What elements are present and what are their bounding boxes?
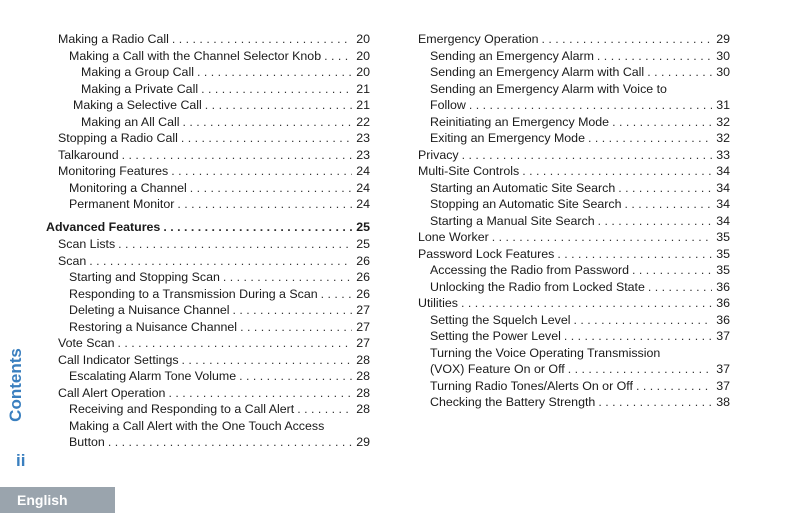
toc-entry-page: 29 [716, 32, 730, 46]
toc-entry-page: 20 [356, 65, 370, 79]
toc-leader-dots [648, 279, 712, 296]
toc-leader-dots [177, 196, 352, 213]
toc-entry[interactable] [418, 246, 730, 263]
toc-entry[interactable] [46, 81, 370, 98]
toc-entry[interactable] [46, 401, 370, 418]
toc-entry-label: Stopping a Radio Call [58, 131, 178, 145]
toc-entry[interactable] [46, 236, 370, 253]
toc-entry-label: Starting and Stopping Scan [69, 270, 220, 284]
toc-entry[interactable] [418, 262, 730, 279]
toc-leader-dots [321, 286, 352, 303]
toc-entry-page: 36 [716, 312, 730, 327]
toc-leader-dots [240, 319, 352, 336]
toc-entry-label: Advanced Features [46, 219, 161, 234]
toc-entry-label: (VOX) Feature On or Off [430, 362, 565, 376]
toc-entry[interactable] [418, 147, 730, 164]
toc-entry-page: 32 [716, 114, 730, 129]
toc-leader-dots [647, 64, 712, 81]
toc-entry[interactable] [46, 269, 370, 286]
toc-entry-label: Starting a Manual Site Search [430, 213, 595, 228]
toc-entry-page: 21 [356, 98, 370, 112]
toc-leader-dots [171, 163, 352, 180]
toc-entry-label: Unlocking the Radio from Locked State [430, 279, 645, 294]
toc-entry[interactable] [46, 352, 370, 369]
toc-leader-dots [574, 312, 712, 329]
toc-entry-label: Sending an Emergency Alarm [430, 48, 594, 63]
toc-entry-page: 25 [356, 219, 370, 234]
toc-entry[interactable] [418, 64, 730, 81]
toc-entry-label: Permanent Monitor [69, 197, 175, 211]
toc-entry-page: 35 [716, 263, 730, 277]
toc-entry-label: Stopping an Automatic Site Search [430, 197, 622, 211]
toc-leader-dots [163, 219, 352, 236]
toc-entry-label: Escalating Alarm Tone Volume [69, 369, 237, 383]
toc-entry-page: 37 [716, 362, 730, 376]
toc-leader-dots [598, 213, 712, 230]
toc-entry-page: 38 [716, 395, 730, 409]
toc-leader-dots [122, 147, 352, 164]
toc-entry[interactable] [418, 196, 730, 213]
toc-entry-label: Making a Selective Call [73, 98, 202, 112]
toc-entry-label: Restoring a Nuisance Channel [69, 319, 238, 334]
toc-entry-label: Monitoring a Channel [69, 180, 187, 195]
toc-entry[interactable] [418, 229, 730, 246]
toc-entry[interactable] [418, 312, 730, 329]
section-label: Contents [6, 348, 26, 422]
toc-entry[interactable] [46, 130, 370, 147]
toc-entry-page: 34 [716, 164, 730, 178]
toc-entry-page: 27 [356, 303, 370, 317]
toc-entry-page: 24 [356, 197, 370, 211]
toc-entry-label: Setting the Power Level [430, 329, 561, 343]
toc-entry-page: 34 [716, 180, 730, 195]
toc-leader-dots [522, 163, 712, 180]
toc-entry[interactable] [46, 48, 370, 65]
toc-leader-dots [181, 130, 352, 147]
toc-entry-label: Accessing the Radio from Password [430, 263, 630, 277]
toc-entry-label: Sending an Emergency Alarm with Voice to [430, 81, 667, 96]
toc-leader-dots [461, 295, 712, 312]
toc-entry-label: Starting an Automatic Site Search [430, 180, 616, 195]
toc-entry[interactable] [418, 81, 730, 114]
toc-leader-dots [597, 48, 712, 65]
toc-entry[interactable] [46, 31, 370, 48]
toc-entry-label: Responding to a Transmission During a Scan [69, 286, 318, 301]
toc-entry-page: 23 [356, 131, 370, 145]
toc-leader-dots [182, 114, 352, 131]
toc-entry-continuation [430, 97, 730, 114]
toc-entry[interactable] [418, 345, 730, 378]
toc-leader-dots [588, 130, 712, 147]
toc-leader-dots [118, 236, 352, 253]
toc-entry-page: 30 [716, 65, 730, 79]
toc-entry-page: 24 [356, 164, 370, 178]
toc-entry[interactable] [46, 180, 370, 197]
toc-entry-label: Reinitiating an Emergency Mode [430, 114, 610, 129]
toc-entry[interactable] [46, 196, 370, 213]
toc-entry[interactable] [46, 147, 370, 164]
page-number: ii [16, 451, 26, 470]
toc-leader-dots [469, 97, 712, 114]
section-tab [2, 345, 30, 425]
toc-entry-page: 26 [356, 286, 370, 301]
toc-leader-dots [172, 31, 352, 48]
toc-leader-dots [612, 114, 712, 131]
toc-entry-label: Scan Lists [58, 237, 116, 251]
toc-entry-page: 24 [356, 180, 370, 195]
toc-leader-dots [89, 253, 352, 270]
toc-entry[interactable] [46, 97, 370, 114]
toc-leader-dots [618, 180, 712, 197]
toc-entry[interactable] [418, 48, 730, 65]
toc-leader-dots [542, 31, 712, 48]
toc-entry-page: 36 [716, 296, 730, 310]
toc-leader-dots [568, 361, 712, 378]
toc-entry-label: Checking the Battery Strength [430, 395, 596, 409]
toc-entry-page: 20 [356, 48, 370, 63]
toc-entry-label: Making a Private Call [81, 81, 199, 96]
toc-entry-label: Sending an Emergency Alarm with Call [430, 65, 645, 79]
toc-leader-dots [557, 246, 712, 263]
toc-entry[interactable] [46, 114, 370, 131]
toc-entry[interactable] [418, 213, 730, 230]
toc-entry-label: Call Alert Operation [58, 385, 166, 400]
toc-entry[interactable] [418, 279, 730, 296]
toc-entry[interactable] [418, 180, 730, 197]
toc-leader-dots [190, 180, 352, 197]
toc-entry-page: 34 [716, 213, 730, 228]
toc-entry-label: Making an All Call [81, 114, 180, 129]
toc-entry[interactable] [418, 163, 730, 180]
toc-entry-page: 35 [716, 246, 730, 261]
toc-entry[interactable] [46, 64, 370, 81]
toc-entry-page: 25 [356, 237, 370, 251]
toc-entry-label: Utilities [418, 296, 458, 310]
toc-entry-label: Scan [58, 253, 87, 268]
toc-entry-page: 20 [356, 32, 370, 46]
toc-entry-label: Making a Call with the Channel Selector Knob [69, 48, 322, 63]
toc-entry-label: Button [69, 435, 105, 449]
toc-right-column [418, 31, 730, 411]
toc-entry[interactable] [46, 335, 370, 352]
toc-entry-page: 28 [356, 385, 370, 400]
toc-entry-label: Multi-Site Controls [418, 164, 520, 178]
toc-entry-page: 21 [356, 81, 370, 96]
toc-entry-label: Call Indicator Settings [58, 352, 179, 367]
toc-entry-page: 36 [716, 279, 730, 294]
toc-entry[interactable] [46, 302, 370, 319]
toc-leader-dots [564, 328, 712, 345]
toc-leader-dots [223, 269, 352, 286]
toc-entry[interactable] [46, 319, 370, 336]
toc-entry[interactable] [418, 328, 730, 345]
toc-entry[interactable] [46, 163, 370, 180]
toc-entry-label: Turning Radio Tones/Alerts On or Off [430, 378, 633, 393]
toc-entry-label: Making a Group Call [81, 65, 194, 79]
toc-entry-label: Receiving and Responding to a Call Alert [69, 402, 295, 416]
toc-leader-dots [598, 394, 712, 411]
toc-entry-page: 35 [716, 230, 730, 244]
toc-entry-continuation [430, 361, 730, 378]
toc-entry-page: 37 [716, 378, 730, 393]
toc-entry[interactable] [418, 378, 730, 395]
toc-entry-label: Turning the Voice Operating Transmission [430, 345, 661, 360]
toc-entry[interactable] [418, 130, 730, 147]
toc-leader-dots [625, 196, 713, 213]
toc-entry-page: 28 [356, 369, 370, 383]
toc-entry-page: 32 [716, 131, 730, 145]
toc-entry-label: Password Lock Features [418, 246, 555, 261]
toc-entry-page: 26 [356, 270, 370, 284]
toc-entry-label: Vote Scan [58, 336, 115, 350]
toc-entry-label: Talkaround [58, 147, 119, 162]
toc-entry[interactable] [46, 418, 370, 451]
toc-leader-dots [108, 434, 352, 451]
toc-entry[interactable] [46, 368, 370, 385]
toc-leader-dots [297, 401, 352, 418]
toc-entry-label: Setting the Squelch Level [430, 312, 571, 327]
toc-entry-page: 30 [716, 48, 730, 63]
toc-entry-label: Follow [430, 98, 466, 112]
toc-entry-page: 23 [356, 147, 370, 162]
toc-entry[interactable] [418, 394, 730, 411]
toc-entry-page: 22 [356, 114, 370, 129]
toc-entry-label: Lone Worker [418, 230, 489, 244]
toc-entry-label: Monitoring Features [58, 164, 169, 178]
toc-entry-label: Deleting a Nuisance Channel [69, 303, 230, 317]
toc-entry[interactable] [46, 253, 370, 270]
toc-leader-dots [168, 385, 352, 402]
toc-leader-dots [182, 352, 352, 369]
toc-leader-dots [492, 229, 712, 246]
toc-leader-dots [324, 48, 352, 65]
toc-entry-page: 27 [356, 319, 370, 334]
toc-entry-label: Privacy [418, 147, 459, 162]
toc-leader-dots [462, 147, 712, 164]
toc-entry-page: 28 [356, 352, 370, 367]
toc-leader-dots [197, 64, 352, 81]
toc-entry-page: 26 [356, 253, 370, 268]
toc-entry-page: 28 [356, 402, 370, 416]
toc-entry-page: 34 [716, 197, 730, 211]
toc-entry[interactable] [418, 31, 730, 48]
toc-leader-dots [118, 335, 353, 352]
toc-entry[interactable] [46, 286, 370, 303]
toc-entry[interactable] [418, 114, 730, 131]
toc-entry[interactable] [46, 385, 370, 402]
toc-entry-label: Making a Radio Call [58, 32, 169, 46]
language-label: English [0, 487, 115, 513]
toc-leader-dots [201, 81, 352, 98]
toc-entry-page: 37 [716, 329, 730, 343]
toc-leader-dots [233, 302, 353, 319]
toc-entry-continuation [69, 434, 370, 451]
toc-leader-dots [205, 97, 352, 114]
toc-entry-label: Making a Call Alert with the One Touch Access [69, 418, 325, 433]
toc-leader-dots [636, 378, 712, 395]
toc-entry-label: Emergency Operation [418, 32, 539, 46]
toc-left-column [46, 31, 370, 451]
toc-entry-page: 33 [716, 147, 730, 162]
toc-entry[interactable] [418, 295, 730, 312]
toc-entry-page: 31 [716, 98, 730, 112]
toc-entry-label: Exiting an Emergency Mode [430, 131, 585, 145]
toc-entry[interactable] [46, 219, 370, 236]
toc-entry-page: 29 [356, 435, 370, 449]
toc-leader-dots [239, 368, 352, 385]
toc-entry-page: 27 [356, 336, 370, 350]
toc-leader-dots [632, 262, 712, 279]
